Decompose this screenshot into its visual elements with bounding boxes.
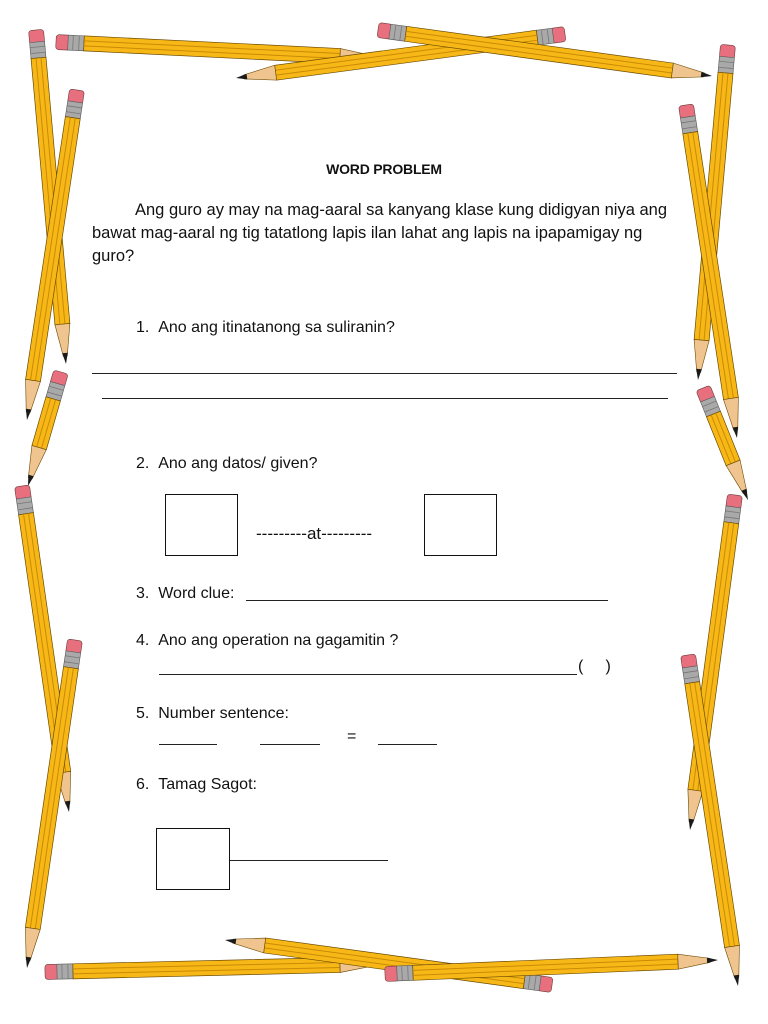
operation-parens: ( ) [578,658,611,675]
answer-line-1a [92,373,677,374]
equals-sign: = [347,728,357,745]
pencil-icon [385,953,719,982]
question-4: 4. Ano ang operation na gagamitin ? [136,632,399,649]
worksheet-title: WORD PROBLEM [326,161,442,177]
operation-line [159,674,577,675]
answer-line-1b [102,398,668,399]
problem-paragraph [92,199,682,268]
question-1: 1. Ano ang itinatanong sa suliranin? [136,319,395,336]
given-box-2 [424,494,497,556]
number-blank-1 [159,744,217,745]
word-clue-line [246,600,608,601]
answer-line [230,860,388,861]
number-blank-3 [378,744,437,745]
question-3: 3. Word clue: [136,585,235,602]
question-6: 6. Tamag Sagot: [136,776,257,793]
problem-text: Ang guro ay may na mag-aaral sa kanyang klase kung didigyan niya ang bawat mag-aaral ng tig tatatlong lapis ilan lahat ang lapis na ipapamigay ng guro? [92,201,667,265]
given-box-1 [165,494,238,556]
question-5: 5. Number sentence: [136,705,289,722]
question-2: 2. Ano ang datos/ given? [136,455,318,472]
given-connector: ---------at--------- [256,524,373,543]
number-blank-2 [260,744,320,745]
answer-box [156,828,230,890]
